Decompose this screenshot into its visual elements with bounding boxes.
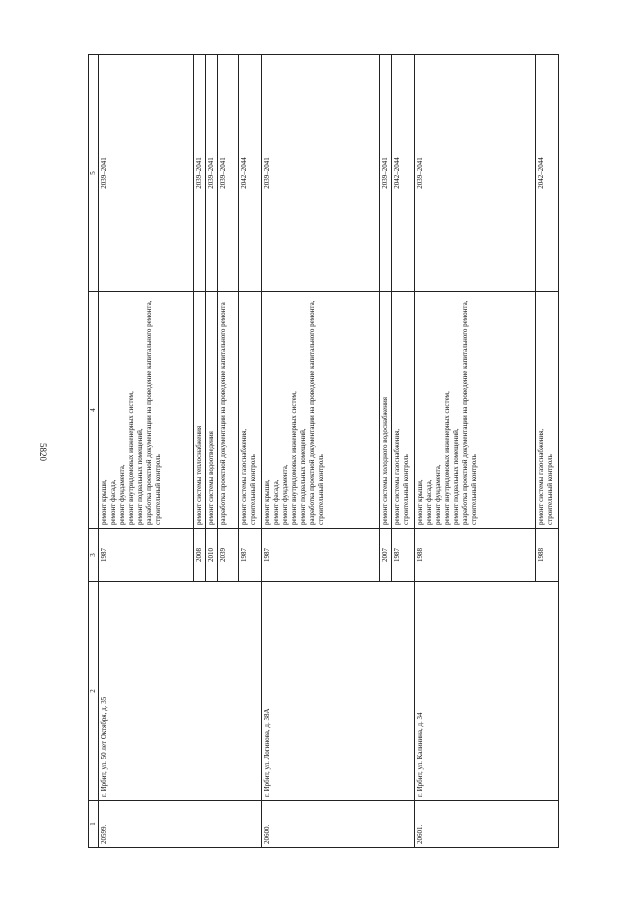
row-number: 20599. bbox=[99, 801, 262, 848]
table-row bbox=[262, 55, 380, 848]
period-cell: 2039–2041 bbox=[99, 55, 194, 292]
header-row bbox=[89, 55, 99, 848]
work-type-cell: ремонт системы газоснабжения, строительный контроль bbox=[392, 292, 415, 529]
year-cell: 1987 bbox=[392, 529, 415, 582]
year-cell: 2010 bbox=[206, 529, 218, 582]
period-cell: 2039–2041 bbox=[218, 55, 239, 292]
work-type-cell: ремонт системы водоотведения bbox=[206, 292, 218, 529]
work-type-cell: ремонт крыши, ремонт фасада, ремонт фундамента, ремонт внутридомовых инженерных систем, ремонт подвальных помещений, разработка проектной документации на проведение капитального ремонта, строительный контроль bbox=[99, 292, 194, 529]
work-type-cell: ремонт крыши, ремонт фасада, ремонт фундамента, ремонт внутридомовых инженерных систем, ремонт подвальных помещений, разработка проектной документации на проведение капитального ремонта, строительный контроль bbox=[262, 292, 380, 529]
work-type-cell: ремонт системы холодного водоснабжения bbox=[380, 292, 392, 529]
year-cell: 1988 bbox=[415, 529, 536, 582]
page-number: 5820 bbox=[38, 443, 48, 461]
year-cell: 1987 bbox=[99, 529, 194, 582]
address-cell: г. Ирбит, ул. 50 лет Октября, д. 35 bbox=[99, 582, 262, 801]
year-cell: 2008 bbox=[194, 529, 206, 582]
header-col-1: 1 bbox=[89, 801, 99, 848]
table-row bbox=[415, 55, 536, 848]
period-cell: 2039–2041 bbox=[380, 55, 392, 292]
period-cell: 2039–2041 bbox=[194, 55, 206, 292]
header-col-2: 2 bbox=[89, 582, 99, 801]
year-cell: 1988 bbox=[536, 529, 559, 582]
period-cell: 2042–2044 bbox=[392, 55, 415, 292]
header-col-4: 4 bbox=[89, 292, 99, 529]
period-cell: 2042–2044 bbox=[239, 55, 262, 292]
year-cell: 1987 bbox=[239, 529, 262, 582]
work-type-cell: ремонт системы газоснабжения, строительный контроль bbox=[536, 292, 559, 529]
address-cell: г. Ирбит, ул. Логинова, д. 38А bbox=[262, 582, 415, 801]
row-number: 20601. bbox=[415, 801, 559, 848]
header-col-5: 5 bbox=[89, 55, 99, 292]
year-cell: 2007 bbox=[380, 529, 392, 582]
work-type-cell: ремонт системы теплоснабжения bbox=[194, 292, 206, 529]
table-row bbox=[99, 55, 194, 848]
work-type-cell: ремонт крыши, ремонт фасада, ремонт фундамента, ремонт внутридомовых инженерных систем, ремонт подвальных помещений, разработка проектной документации на проведение капитального ремонта, строительный контроль bbox=[415, 292, 536, 529]
period-cell: 2039–2041 bbox=[415, 55, 536, 292]
repair-schedule-table bbox=[88, 54, 559, 848]
period-cell: 2039–2041 bbox=[206, 55, 218, 292]
rotated-table-container bbox=[88, 80, 554, 848]
header-col-3: 3 bbox=[89, 529, 99, 582]
work-type-cell: ремонт системы газоснабжения, строительный контроль bbox=[239, 292, 262, 529]
period-cell: 2042–2044 bbox=[536, 55, 559, 292]
address-cell: г. Ирбит, ул. Калинина, д. 34 bbox=[415, 582, 559, 801]
work-type-cell: разработка проектной документации на проведение капитального ремонта bbox=[218, 292, 239, 529]
year-cell: 1987 bbox=[262, 529, 380, 582]
year-cell: 2039 bbox=[218, 529, 239, 582]
row-number: 20600. bbox=[262, 801, 415, 848]
period-cell: 2039–2041 bbox=[262, 55, 380, 292]
